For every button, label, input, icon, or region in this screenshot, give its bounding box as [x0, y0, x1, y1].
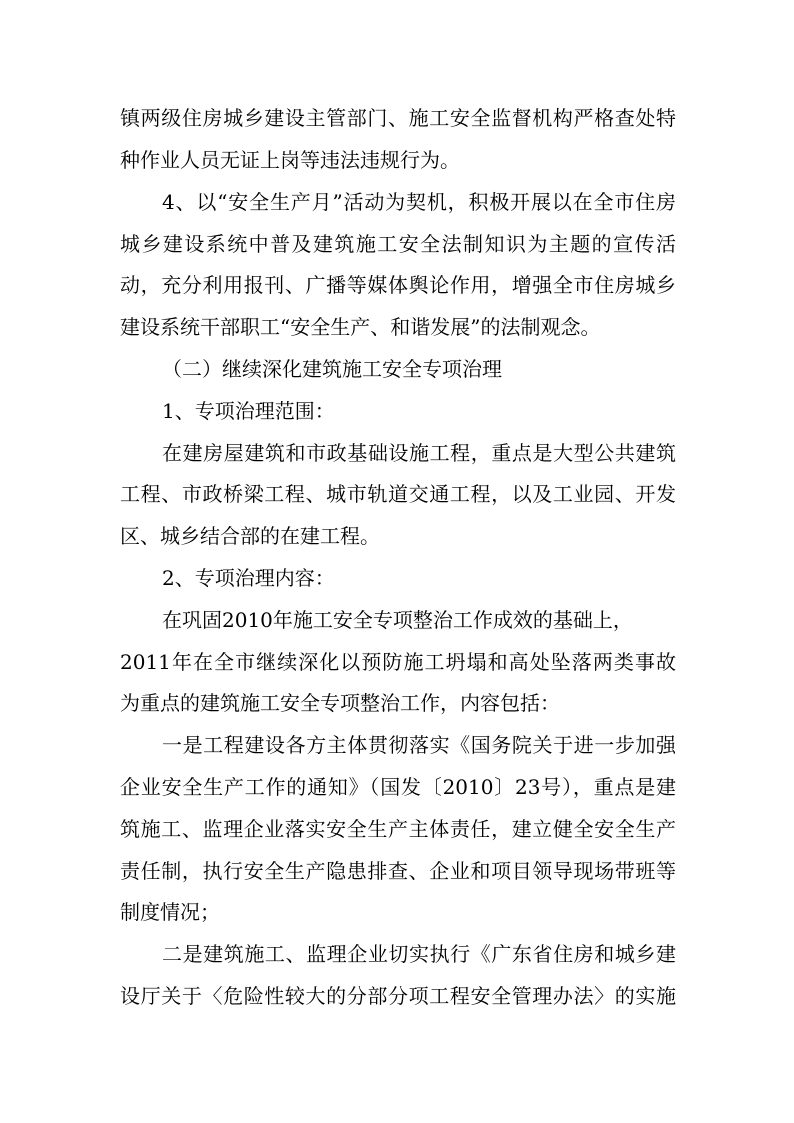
text-line: 工程、市政桥梁工程、城市轨道交通工程，以及工业园、开发 — [120, 482, 676, 506]
text-line: 种作业人员无证上岗等违法违规行为。 — [120, 148, 460, 172]
text-line: 设厅关于〈危险性较大的分部分项工程安全管理办法〉的实施 — [120, 984, 676, 1008]
text-line: 制度情况； — [120, 900, 220, 924]
text-line: 一是工程建设各方主体贯彻落实《国务院关于进一步加强 — [162, 733, 676, 757]
section-heading: （二）继续深化建筑施工安全专项治理 — [162, 357, 502, 381]
text-line: 建设系统干部职工“安全生产、和谐发展”的法制观念。 — [120, 315, 601, 339]
text-line: 区、城乡结合部的在建工程。 — [120, 524, 380, 548]
text-line: 城乡建设系统中普及建筑施工安全法制知识为主题的宣传活 — [120, 232, 676, 256]
text-line: 责任制，执行安全生产隐患排查、企业和项目领导现场带班等 — [120, 859, 676, 883]
text-line: 为重点的建筑施工安全专项整治工作，内容包括： — [120, 691, 560, 715]
text-line: 镇两级住房城乡建设主管部门、施工安全监督机构严格查处特 — [120, 106, 676, 130]
text-line: 在建房屋建筑和市政基础设施工程，重点是大型公共建筑 — [162, 441, 676, 465]
text-line: 筑施工、监理企业落实安全生产主体责任，建立健全安全生产 — [120, 817, 676, 841]
text-line: 2、专项治理内容： — [162, 566, 335, 590]
text-line: 动，充分利用报刊、广播等媒体舆论作用，增强全市住房城乡 — [120, 273, 676, 297]
text-line: 在巩固2010年施工安全专项整治工作成效的基础上， — [162, 608, 633, 632]
text-line: 二是建筑施工、监理企业切实执行《广东省住房和城乡建 — [162, 942, 676, 966]
text-line: 企业安全生产工作的通知》（国发〔2010〕23号），重点是建 — [120, 775, 676, 799]
text-line: 4、以“安全生产月”活动为契机，积极开展以在全市住房 — [162, 190, 676, 214]
text-line: 1、专项治理范围： — [162, 399, 335, 423]
text-line: 2011年在全市继续深化以预防施工坍塌和高处坠落两类事故 — [120, 650, 676, 674]
